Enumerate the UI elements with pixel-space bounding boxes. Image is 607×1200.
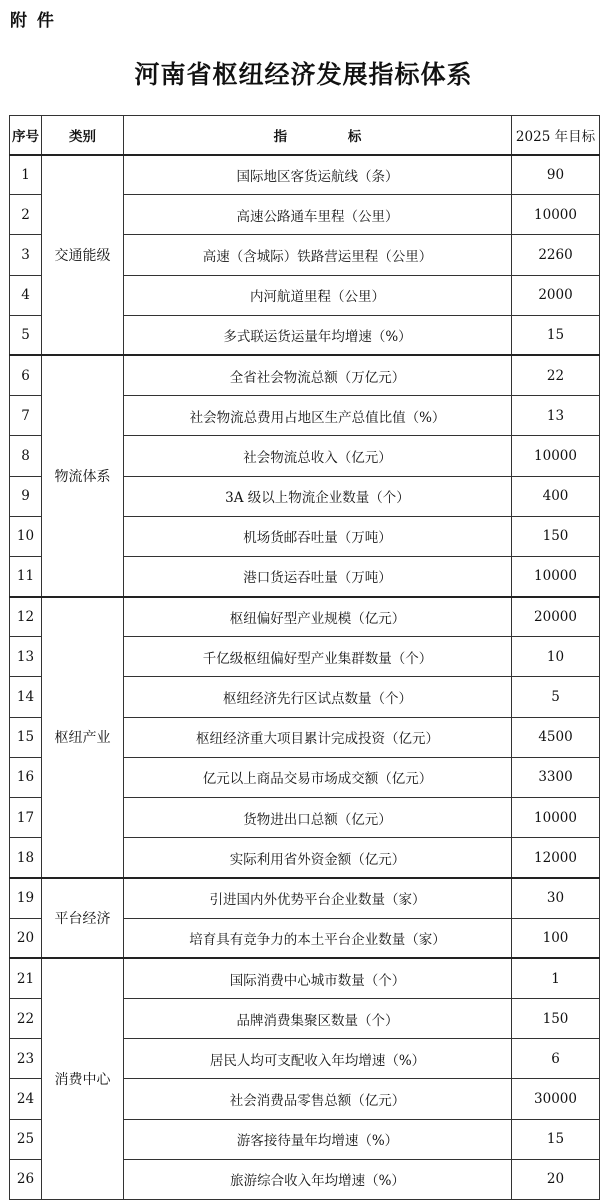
serial-number-cell: 6	[10, 355, 42, 395]
indicator-cell: 培育具有竞争力的本土平台企业数量（家）	[124, 918, 512, 958]
serial-number-cell: 22	[10, 998, 42, 1038]
target-value-cell: 15	[512, 315, 600, 355]
serial-number-cell: 10	[10, 516, 42, 556]
indicator-cell: 社会物流总费用占地区生产总值比值（%）	[124, 396, 512, 436]
category-group	[10, 355, 600, 596]
category-cell: 交通能级	[42, 155, 124, 356]
indicator-cell: 内河航道里程（公里）	[124, 275, 512, 315]
serial-number-cell: 14	[10, 677, 42, 717]
target-value-cell: 10000	[512, 798, 600, 838]
target-value-cell: 2000	[512, 275, 600, 315]
target-value-cell: 100	[512, 918, 600, 958]
target-value-cell: 400	[512, 476, 600, 516]
target-value-cell: 22	[512, 355, 600, 395]
category-group	[10, 878, 600, 958]
header-serial-number: 序号	[10, 116, 42, 155]
indicator-cell: 高速（含城际）铁路营运里程（公里）	[124, 235, 512, 275]
page-title: 河南省枢纽经济发展指标体系	[134, 60, 473, 89]
indicator-cell: 3A 级以上物流企业数量（个）	[124, 476, 512, 516]
target-value-cell: 5	[512, 677, 600, 717]
serial-number-cell: 1	[10, 155, 42, 195]
serial-number-cell: 24	[10, 1079, 42, 1119]
attachment-label: 附 件	[10, 11, 56, 31]
indicator-cell: 引进国内外优势平台企业数量（家）	[124, 878, 512, 918]
target-value-cell: 1	[512, 958, 600, 998]
indicator-cell: 亿元以上商品交易市场成交额（亿元）	[124, 757, 512, 797]
category-cell: 物流体系	[42, 355, 124, 596]
header-target-2025: 2025 年目标	[512, 116, 600, 155]
target-value-cell: 10000	[512, 556, 600, 596]
category-group	[10, 958, 600, 1199]
target-value-cell: 13	[512, 396, 600, 436]
serial-number-cell: 4	[10, 275, 42, 315]
serial-number-cell: 11	[10, 556, 42, 596]
indicator-table	[9, 115, 600, 1200]
indicator-cell: 全省社会物流总额（万亿元）	[124, 355, 512, 395]
serial-number-cell: 18	[10, 838, 42, 878]
target-value-cell: 15	[512, 1119, 600, 1159]
target-value-cell: 150	[512, 998, 600, 1038]
indicator-cell: 游客接待量年均增速（%）	[124, 1119, 512, 1159]
serial-number-cell: 7	[10, 396, 42, 436]
target-value-cell: 20	[512, 1159, 600, 1199]
indicator-cell: 多式联运货运量年均增速（%）	[124, 315, 512, 355]
indicator-cell: 国际消费中心城市数量（个）	[124, 958, 512, 998]
indicator-cell: 社会消费品零售总额（亿元）	[124, 1079, 512, 1119]
category-cell: 平台经济	[42, 878, 124, 958]
header-indicator: 指 标	[124, 116, 512, 155]
serial-number-cell: 13	[10, 637, 42, 677]
serial-number-cell: 19	[10, 878, 42, 918]
serial-number-cell: 3	[10, 235, 42, 275]
target-value-cell: 30	[512, 878, 600, 918]
table-row	[10, 878, 600, 918]
target-value-cell: 30000	[512, 1079, 600, 1119]
serial-number-cell: 16	[10, 757, 42, 797]
indicator-cell: 机场货邮吞吐量（万吨）	[124, 516, 512, 556]
category-group	[10, 597, 600, 878]
table-row	[10, 958, 600, 998]
indicator-cell: 品牌消费集聚区数量（个）	[124, 998, 512, 1038]
indicator-cell: 港口货运吞吐量（万吨）	[124, 556, 512, 596]
indicator-cell: 高速公路通车里程（公里）	[124, 195, 512, 235]
serial-number-cell: 25	[10, 1119, 42, 1159]
serial-number-cell: 9	[10, 476, 42, 516]
header-category: 类别	[42, 116, 124, 155]
serial-number-cell: 17	[10, 798, 42, 838]
table-row	[10, 597, 600, 637]
serial-number-cell: 12	[10, 597, 42, 637]
indicator-cell: 实际利用省外资金额（亿元）	[124, 838, 512, 878]
indicator-cell: 枢纽经济先行区试点数量（个）	[124, 677, 512, 717]
indicator-cell: 枢纽经济重大项目累计完成投资（亿元）	[124, 717, 512, 757]
target-value-cell: 6	[512, 1039, 600, 1079]
target-value-cell: 10000	[512, 436, 600, 476]
table-row	[10, 355, 600, 395]
target-value-cell: 10000	[512, 195, 600, 235]
indicator-cell: 居民人均可支配收入年均增速（%）	[124, 1039, 512, 1079]
target-value-cell: 10	[512, 637, 600, 677]
target-value-cell: 150	[512, 516, 600, 556]
indicator-cell: 社会物流总收入（亿元）	[124, 436, 512, 476]
indicator-cell: 旅游综合收入年均增速（%）	[124, 1159, 512, 1199]
table-header-row	[10, 116, 600, 155]
category-cell: 消费中心	[42, 958, 124, 1199]
serial-number-cell: 8	[10, 436, 42, 476]
target-value-cell: 12000	[512, 838, 600, 878]
table-row	[10, 155, 600, 195]
target-value-cell: 2260	[512, 235, 600, 275]
indicator-cell: 枢纽偏好型产业规模（亿元）	[124, 597, 512, 637]
serial-number-cell: 23	[10, 1039, 42, 1079]
target-value-cell: 4500	[512, 717, 600, 757]
serial-number-cell: 21	[10, 958, 42, 998]
target-value-cell: 90	[512, 155, 600, 195]
target-value-cell: 20000	[512, 597, 600, 637]
serial-number-cell: 20	[10, 918, 42, 958]
indicator-cell: 货物进出口总额（亿元）	[124, 798, 512, 838]
category-group	[10, 155, 600, 356]
indicator-cell: 国际地区客货运航线（条）	[124, 155, 512, 195]
serial-number-cell: 15	[10, 717, 42, 757]
category-cell: 枢纽产业	[42, 597, 124, 878]
serial-number-cell: 26	[10, 1159, 42, 1199]
target-value-cell: 3300	[512, 757, 600, 797]
serial-number-cell: 2	[10, 195, 42, 235]
serial-number-cell: 5	[10, 315, 42, 355]
indicator-cell: 千亿级枢纽偏好型产业集群数量（个）	[124, 637, 512, 677]
